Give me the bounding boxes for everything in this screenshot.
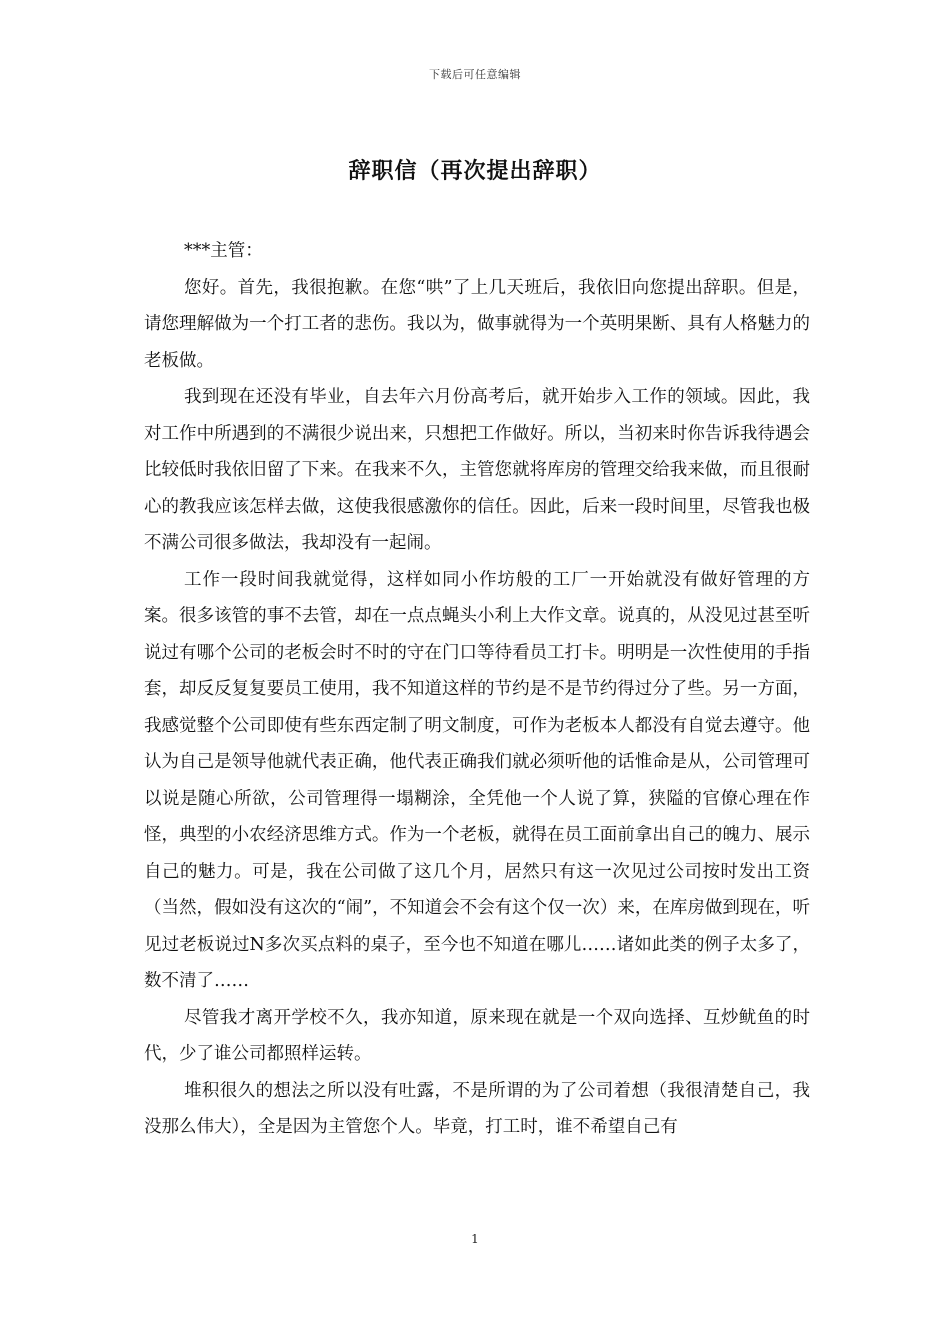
page-number: 1 (471, 1232, 479, 1246)
paragraph-4: 尽管我才离开学校不久，我亦知道，原来现在就是一个双向选择、互炒鱿鱼的时代，少了谁公司都照样运转。 (144, 1007, 810, 1065)
paragraph-5: 堆积很久的想法之所以没有吐露，不是所谓的为了公司着想（我很清楚自己，我没那么伟大），全是因为主管您个人。毕竟，打工时，谁不希望自己有 (144, 1080, 810, 1138)
salutation: ***主管： (184, 241, 263, 261)
header-note: 下载后可任意编辑 (429, 68, 521, 81)
paragraph-3: 工作一段时间我就觉得，这样如同小作坊般的工厂一开始就没有做好管理的方案。很多该管的事不去管，却在一点点蝇头小利上大作文章。说真的，从没见过甚至听说过有哪个公司的老板会时不时的守在门口等待看员工打卡。明明是一次性使用的手指套，却反反复复要员工使用，我不知道这样的节约是不是节约得过分了些。另一方面，我感觉整个公司即使有些东西定制了明文制度，可作为老板本人都没有自觉去遵守。他认为自己是领导他就代表正确，他代表正确我们就必须听他的话惟命是从，公司管理可以说是随心所欲，公司管理得一塌糊涂，全凭他一个人说了算，狭隘的官僚心理在作怪，典型的小农经济思维方式。作为一个老板，就得在员工面前拿出自己的魄力、展示自己的魅力。可是，我在公司做了这几个月，居然只有这一次见过公司按时发出工资（当然，假如没有这次的“闹”，不知道会不会有这个仅一次）来，在库房做到现在，听见过老板说过N多次买点料的桌子，至今也不知道在哪儿……诸如此类的例子太多了，数不清了…… (144, 569, 810, 992)
letter-body (144, 233, 810, 1146)
document-title: 辞职信（再次提出辞职） (348, 158, 602, 184)
paragraph-1: 您好。首先，我很抱歉。在您“哄”了上几天班后，我依旧向您提出辞职。但是，请您理解做为一个打工者的悲伤。我以为，做事就得为一个英明果断、具有人格魅力的老板做。 (144, 277, 810, 371)
paragraph-2: 我到现在还没有毕业，自去年六月份高考后，就开始步入工作的领域。因此，我对工作中所遇到的不满很少说出来，只想把工作做好。所以，当初来时你告诉我待遇会比较低时我依旧留了下来。在我来不久，主管您就将库房的管理交给我来做，而且很耐心的教我应该怎样去做，这使我很感激你的信任。因此，后来一段时间里，尽管我也极不满公司很多做法，我却没有一起闹。 (144, 387, 810, 554)
